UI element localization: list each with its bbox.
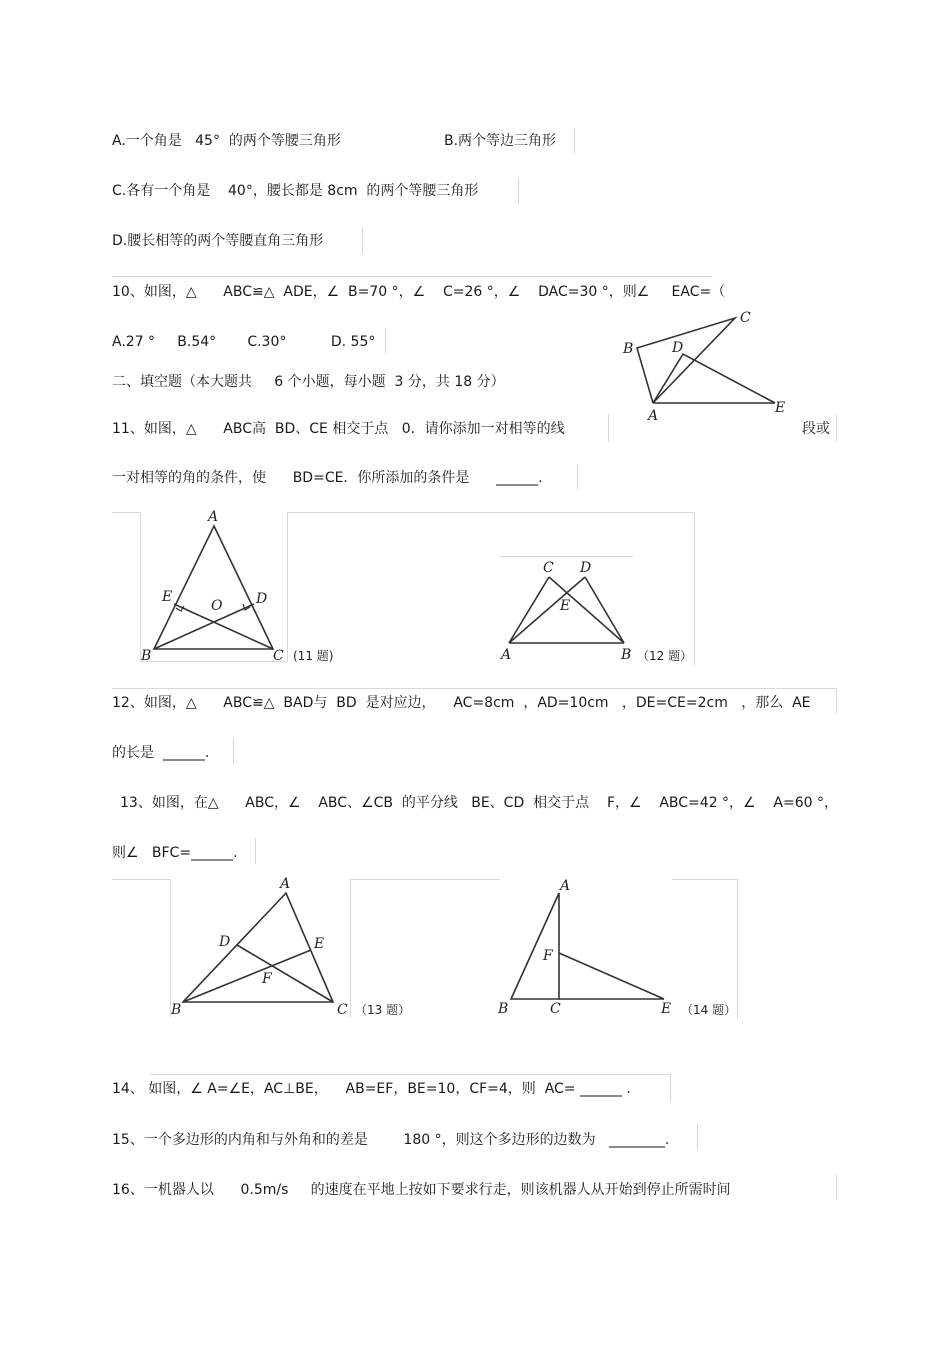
fig11-label-c: C [273, 648, 284, 664]
q9-option-d: D.腰长相等的两个等腰直角三角形 [112, 233, 324, 249]
q11-line-1: 11、如图，△ ABC高 BD、CE 相交于点 0．请你添加一对相等的线 [112, 421, 565, 437]
figure-q12 [495, 555, 695, 665]
q9-option-b: B.两个等边三角形 [444, 133, 557, 149]
fig12-label-a: A [501, 647, 512, 663]
segment-fe [559, 953, 664, 999]
scan-border [150, 1074, 670, 1075]
fig13-label-f: F [262, 971, 272, 987]
figure-q11 [135, 505, 355, 670]
segment-bd [585, 577, 624, 643]
fig12-caption: （12 题） [637, 649, 693, 663]
fig11-caption: (11 题) [293, 649, 334, 663]
scan-border [697, 1124, 698, 1150]
q14-text: 14、 如图，∠ A=∠E，AC⊥BE， AB=EF，BE=10，CF=4，则 AC= ______ . [112, 1081, 631, 1097]
fig13-label-b: B [171, 1002, 182, 1018]
fig13-label-a: A [280, 876, 291, 892]
scan-border [518, 178, 519, 204]
scan-border [608, 414, 609, 442]
fig11-label-e: E [162, 589, 173, 605]
q10-options: A.27 ° B.54° C.30° D. 55° [112, 334, 376, 350]
scan-border [836, 414, 837, 442]
fig13-label-d: D [219, 934, 231, 950]
fig14-label-b: B [498, 1001, 509, 1017]
q11-line-2: 一对相等的角的条件，使 BD=CE．你所添加的条件是 ______. [112, 470, 543, 486]
fig13-label-e: E [314, 936, 325, 952]
fig11-label-o: O [211, 598, 223, 614]
q9-option-a: A.一个角是 45° 的两个等腰三角形 [112, 133, 341, 149]
triangle-abc [637, 318, 735, 403]
fig10-label-e: E [775, 400, 786, 416]
fig11-label-b: B [141, 648, 152, 664]
fig12-label-c: C [543, 560, 554, 576]
q13-line-2: 则∠ BFC=______. [112, 845, 238, 861]
triangle-abc [511, 893, 559, 999]
scan-border [255, 838, 256, 864]
q9-option-c: C.各有一个角是 40°，腰长都是 8cm 的两个等腰三角形 [112, 183, 479, 199]
scan-border [112, 276, 712, 277]
fig14-label-a: A [560, 878, 571, 894]
fig14-caption: （14 题） [681, 1003, 737, 1017]
segment-ac [509, 577, 549, 643]
fig10-label-d: D [672, 340, 684, 356]
fig12-label-b: B [621, 647, 632, 663]
fig10-label-a: A [648, 408, 659, 424]
fig14-label-c: C [550, 1001, 561, 1017]
scan-border [836, 688, 837, 714]
figure-q10 [600, 300, 800, 430]
figure-q14 [495, 872, 740, 1022]
bisector-be [183, 950, 311, 1002]
q15-text: 15、一个多边形的内角和与外角和的差是 180 °，则这个多边形的边数为 ________. [112, 1132, 670, 1148]
altitude-ce [174, 604, 273, 649]
scan-border [670, 1074, 671, 1102]
scan-border [574, 128, 575, 154]
q10-stem: 10、如图，△ ABC≌△ ADE，∠ B=70 °，∠ C=26 °，∠ DAC=30 °，则∠ EAC=（ [112, 284, 726, 300]
triangle-abc [183, 893, 333, 1002]
q13-line-1: 13、如图，在△ ABC，∠ ABC、∠CB 的平分线 BE、CD 相交于点 F，∠ ABC=42 °，∠ A=60 °， [120, 795, 838, 811]
scan-border [112, 879, 170, 880]
fig10-label-c: C [740, 310, 751, 326]
scan-border [836, 1174, 837, 1200]
q11-line-1-end: 段或 [802, 421, 830, 437]
fig13-label-c: C [337, 1002, 348, 1018]
scan-border [233, 738, 234, 764]
fig13-caption: （13 题） [355, 1003, 411, 1017]
scan-border [112, 688, 836, 689]
fig12-label-d: D [580, 560, 592, 576]
section-2-heading: 二、填空题（本大题共 6 个小题，每小题 3 分，共 18 分） [112, 374, 505, 390]
altitude-bd [154, 604, 254, 649]
q12-line-1: 12、如图，△ ABC≌△ BAD与 BD 是对应边， AC=8cm ，AD=10cm ，DE=CE=2cm ，那么 AE [112, 695, 811, 711]
scan-border [577, 464, 578, 490]
fig14-label-e: E [661, 1001, 672, 1017]
segment-ad [509, 577, 585, 643]
q16-text: 16、一机器人以 0.5m/s 的速度在平地上按如下要求行走，则该机器人从开始到停止所需时间 [112, 1182, 731, 1198]
figure-q13 [165, 872, 415, 1022]
fig10-label-b: B [623, 341, 634, 357]
fig11-label-d: D [256, 591, 268, 607]
triangle-abc [154, 526, 273, 649]
fig14-label-f: F [543, 948, 553, 964]
scan-border [362, 228, 363, 254]
triangle-ade [653, 354, 775, 403]
scan-border [385, 328, 386, 354]
fig12-label-e: E [560, 598, 571, 614]
fig11-label-a: A [208, 509, 219, 525]
q12-line-2: 的长是 ______. [112, 745, 210, 761]
